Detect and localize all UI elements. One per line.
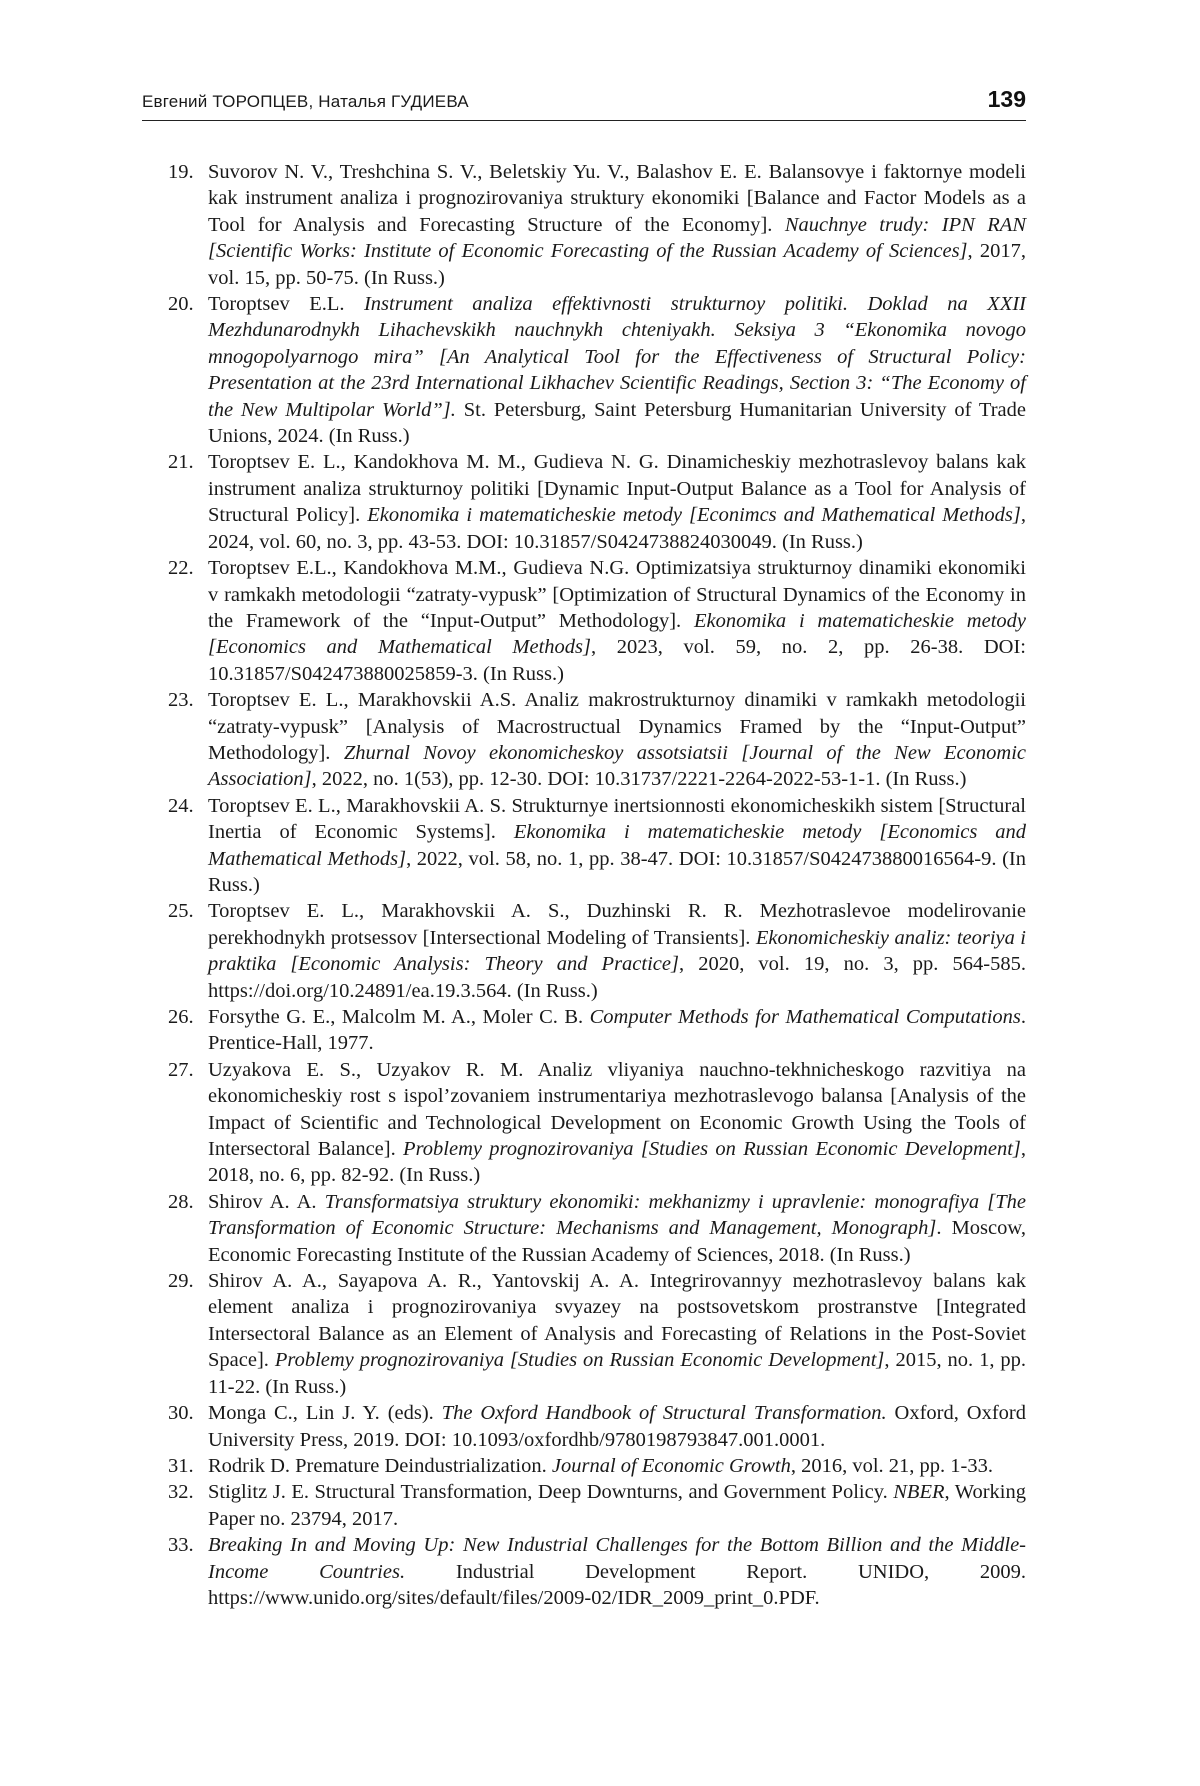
reference-text-segment: , 2024, vol. 60, no. 3, pp. 43-53. DOI: 10.31857/S0424738824030049. (In Russ.)	[208, 504, 1026, 552]
reference-item	[168, 1189, 1026, 1268]
reference-text	[208, 1270, 1026, 1398]
reference-item	[168, 687, 1026, 793]
header-rule	[142, 120, 1026, 121]
reference-text-segment: . Prentice-Hall, 1977.	[208, 1006, 1026, 1054]
reference-item	[168, 793, 1026, 899]
reference-source-italic: Ekonomika i matematicheskie metody [Economics and Mathematical Methods]	[208, 821, 1026, 869]
reference-text	[208, 451, 1026, 552]
reference-text-segment: , 2017, vol. 15, pp. 50-75. (In Russ.)	[208, 240, 1026, 288]
reference-source-italic: Breaking In and Moving Up: New Industrial Challenges for the Bottom Billion and the Middle-Income Countries.	[208, 1534, 1026, 1582]
reference-item	[168, 898, 1026, 1004]
reference-text-segment: Toroptsev E.L.	[208, 293, 364, 315]
reference-item	[168, 1057, 1026, 1189]
reference-text-segment: St. Petersburg, Saint Petersburg Humanitarian University of Trade Unions, 2024. (In Russ.)	[208, 399, 1026, 447]
reference-text	[208, 161, 1026, 289]
reference-text-segment: Toroptsev E. L., Marakhovskii A. S. Strukturnye inertsionnosti ekonomicheskikh sistem [Structural Inertia of Economic Systems].	[208, 795, 1026, 843]
reference-item	[168, 159, 1026, 291]
reference-text-segment: . Moscow, Economic Forecasting Institute of the Russian Academy of Sciences, 2018. (In Russ.)	[208, 1217, 1026, 1265]
reference-item	[168, 1479, 1026, 1532]
page-number: 139	[988, 86, 1026, 113]
reference-source-italic: Zhurnal Novoy ekonomicheskoy assotsiatsii [Journal of the New Economic Association]	[208, 742, 1026, 790]
reference-number: 19.	[168, 159, 204, 185]
reference-text-segment: Shirov A. A., Sayapova A. R., Yantovskij A. A. Integrirovannyy mezhotraslevoy balans kak element analiza i prognozirovaniya svyazey na postsovetskom prostranstve [Integrated Intersectoral Balance as an Element of Analysis and Forecasting of Relations in the Post-Soviet Space].	[208, 1270, 1026, 1371]
reference-number: 25.	[168, 898, 204, 924]
reference-source-italic: NBER	[893, 1481, 944, 1503]
reference-item	[168, 1004, 1026, 1057]
reference-text-segment: Uzyakova E. S., Uzyakov R. M. Analiz vliyaniya nauchno-tekhnicheskogo razvitiya na ekonomicheskiy rost s ispol’zovaniem instrumentariya mezhotraslevogo balansa [Analysis of the Impact of Scientific and Technological Development on Economic Growth Using the Tools of Intersectoral Balance].	[208, 1059, 1026, 1160]
reference-text	[208, 1481, 1026, 1529]
reference-number: 29.	[168, 1268, 204, 1294]
reference-text-segment: Toroptsev E. L., Marakhovskii A. S., Duzhinski R. R. Mezhotraslevoe modelirovanie perekhodnykh protsessov [Intersectional Modeling of Transients].	[208, 900, 1026, 948]
reference-number: 26.	[168, 1004, 204, 1030]
reference-text-segment: Shirov A. A.	[208, 1191, 325, 1213]
reference-list	[168, 159, 1026, 1611]
reference-text-segment: Stiglitz J. E. Structural Transformation, Deep Downturns, and Government Policy.	[208, 1481, 893, 1503]
reference-item	[168, 449, 1026, 555]
reference-item	[168, 1400, 1026, 1453]
reference-text-segment: , 2022, no. 1(53), pp. 12-30. DOI: 10.31737/2221-2264-2022-53-1-1. (In Russ.)	[312, 768, 967, 790]
reference-number: 21.	[168, 449, 204, 475]
reference-text-segment: Oxford, Oxford University Press, 2019. DOI: 10.1093/oxfordhb/9780198793847.001.0001.	[208, 1402, 1026, 1450]
reference-text	[208, 1455, 993, 1477]
reference-source-italic: Problemy prognozirovaniya [Studies on Russian Economic Development]	[403, 1138, 1021, 1160]
reference-text-segment: Suvorov N. V., Treshchina S. V., Beletskiy Yu. V., Balashov E. E. Balansovye i faktornye modeli kak instrument analiza i prognozirovaniya struktury ekonomiki [Balance and Factor Models as a Tool for Analysis and Forecasting Structure of the Economy].	[208, 161, 1026, 236]
reference-text-segment: Industrial Development Report. UNIDO, 2009. https://www.unido.org/sites/default/files/2009-02/IDR_2009_print_0.PDF.	[208, 1561, 1026, 1609]
reference-text-segment: , 2015, no. 1, pp. 11-22. (In Russ.)	[208, 1349, 1026, 1397]
reference-text-segment: Monga C., Lin J. Y. (eds).	[208, 1402, 442, 1424]
reference-text	[208, 1191, 1026, 1266]
reference-item	[168, 555, 1026, 687]
reference-item	[168, 291, 1026, 449]
reference-number: 30.	[168, 1400, 204, 1426]
reference-text	[208, 1402, 1026, 1450]
reference-number: 31.	[168, 1453, 204, 1479]
reference-number: 23.	[168, 687, 204, 713]
reference-text-segment: , Working Paper no. 23794, 2017.	[208, 1481, 1026, 1529]
reference-text-segment: , 2018, no. 6, pp. 82-92. (In Russ.)	[208, 1138, 1026, 1186]
reference-number: 22.	[168, 555, 204, 581]
reference-text	[208, 689, 1026, 790]
reference-text	[208, 1059, 1026, 1187]
reference-source-italic: Problemy prognozirovaniya [Studies on Russian Economic Development]	[275, 1349, 885, 1371]
header-authors: Евгений ТОРОПЦЕВ, Наталья ГУДИЕВА	[142, 92, 469, 112]
reference-source-italic: Ekonomicheskiy analiz: teoriya i praktika [Economic Analysis: Theory and Practice]	[208, 927, 1026, 975]
reference-text-segment: , 2022, vol. 58, no. 1, pp. 38-47. DOI: 10.31857/S042473880016564-9. (In Russ.)	[208, 848, 1026, 896]
reference-text	[208, 1534, 1026, 1609]
reference-source-italic: Ekonomika i matematicheskie metody [Econimcs and Mathematical Methods]	[367, 504, 1021, 526]
reference-item	[168, 1268, 1026, 1400]
reference-text-segment: , 2016, vol. 21, pp. 1-33.	[791, 1455, 993, 1477]
reference-number: 24.	[168, 793, 204, 819]
running-header	[142, 84, 1026, 122]
reference-number: 27.	[168, 1057, 204, 1083]
reference-source-italic: Nauchnye trudy: IPN RAN [Scientific Works: Institute of Economic Forecasting of the Russian Academy of Sciences]	[208, 214, 1026, 262]
reference-source-italic: Journal of Economic Growth	[552, 1455, 791, 1477]
reference-text-segment: , 2020, vol. 19, no. 3, pp. 564-585. https://doi.org/10.24891/ea.19.3.564. (In Russ.)	[208, 953, 1026, 1001]
reference-source-italic: The Oxford Handbook of Structural Transformation.	[442, 1402, 887, 1424]
reference-source-italic: Ekonomika i matematicheskie metody [Economics and Mathematical Methods]	[208, 610, 1026, 658]
reference-text	[208, 557, 1026, 685]
reference-text	[208, 293, 1026, 447]
reference-text-segment: Rodrik D. Premature Deindustrialization.	[208, 1455, 552, 1477]
reference-number: 20.	[168, 291, 204, 317]
reference-source-italic: Computer Methods for Mathematical Computations	[590, 1006, 1021, 1028]
reference-text-segment: Toroptsev E. L., Kandokhova M. M., Gudieva N. G. Dinamicheskiy mezhotraslevoy balans kak instrument analiza strukturnoy politiki [Dynamic Input-Output Balance as a Tool for Analysis of Structural Policy].	[208, 451, 1026, 526]
reference-text-segment: Forsythe G. E., Malcolm M. A., Moler C. B.	[208, 1006, 590, 1028]
reference-text-segment: Toroptsev E. L., Marakhovskii A.S. Analiz makrostrukturnoy dinamiki v ramkakh metodologii “zatraty-vypusk” [Analysis of Macrostructual Dynamics Framed by the “Input-Output” Methodology].	[208, 689, 1026, 764]
reference-number: 28.	[168, 1189, 204, 1215]
reference-source-italic: Instrument analiza effektivnosti strukturnoy politiki. Doklad na XXII Mezhdunarodnykh Lihachevskikh nauchnykh chteniyakh. Seksiya 3 “Ekonomika novogo mnogopolyarnogo mira” [An Analytical Tool for the Effectiveness of Structural Policy: Presentation at the 23rd International Likhachev Scientific Readings, Section 3: “The Economy of the New Multipolar World”].	[208, 293, 1026, 421]
reference-text-segment: Toroptsev E.L., Kandokhova M.M., Gudieva N.G. Optimizatsiya strukturnoy dinamiki ekonomiki v ramkakh metodologii “zatraty-vypusk” [Optimization of Structural Dynamics of the Economy in the Framework of the “Input-Output” Methodology].	[208, 557, 1026, 632]
reference-number: 32.	[168, 1479, 204, 1505]
reference-item	[168, 1453, 1026, 1479]
reference-source-italic: Transformatsiya struktury ekonomiki: mekhanizmy i upravlenie: monografiya [The Transformation of Economic Structure: Mechanisms and Management, Monograph]	[208, 1191, 1026, 1239]
reference-text	[208, 900, 1026, 1001]
reference-number: 33.	[168, 1532, 204, 1558]
reference-text-segment: , 2023, vol. 59, no. 2, pp. 26-38. DOI: 10.31857/S042473880025859-3. (In Russ.)	[208, 636, 1026, 684]
reference-item	[168, 1532, 1026, 1611]
reference-text	[208, 1006, 1026, 1054]
reference-text	[208, 795, 1026, 896]
